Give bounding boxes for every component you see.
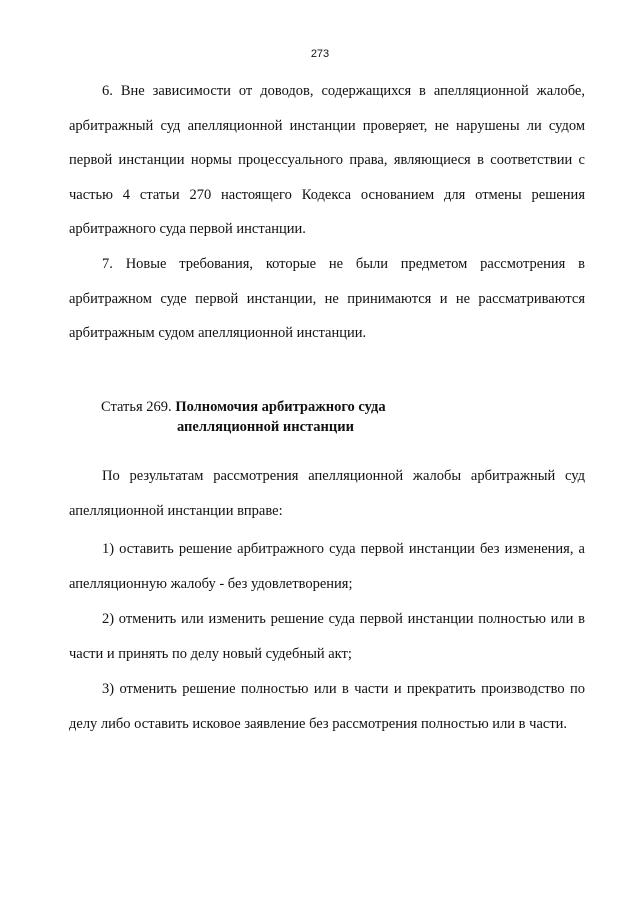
paragraph-7: 7. Новые требования, которые не были предметом рассмотрения в арбитражном суде первой инстанции, не принимаются и не рассматриваются арбитражным судом апелляционной инстанции. bbox=[69, 256, 585, 342]
page-number: 273 bbox=[310, 48, 330, 60]
article-title-line1: Полномочия арбитражного суда bbox=[175, 399, 386, 415]
article-item-2: 2) отменить или изменить решение суда первой инстанции полностью или в части и принять по делу новый судебный акт; bbox=[69, 611, 585, 662]
article-label: Статья 269. bbox=[101, 399, 172, 415]
article-item-3: 3) отменить решение полностью или в части и прекратить производство по делу либо оставить исковое заявление без рассмотрения полностью или в части. bbox=[69, 681, 585, 732]
article-intro: По результатам рассмотрения апелляционной жалобы арбитражный суд апелляционной инстанции вправе: bbox=[69, 468, 585, 519]
article-heading bbox=[101, 397, 581, 437]
article-title-line2: апелляционной инстанции bbox=[177, 419, 354, 435]
paragraph-6: 6. Вне зависимости от доводов, содержащихся в апелляционной жалобе, арбитражный суд апелляционной инстанции проверяет, не нарушены ли судом первой инстанции нормы процессуального права, являющиеся в соответствии с частью 4 статьи 270 настоящего Кодекса основанием для отмены решения арбитражного суда первой инстанции. bbox=[69, 83, 585, 238]
article-item-1: 1) оставить решение арбитражного суда первой инстанции без изменения, а апелляционную жалобу - без удовлетворения; bbox=[69, 541, 585, 592]
